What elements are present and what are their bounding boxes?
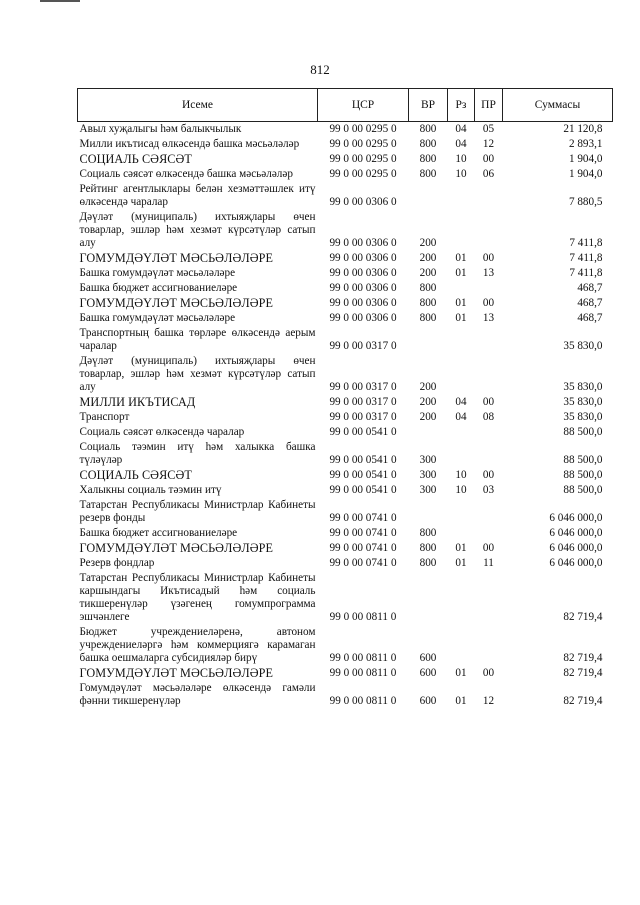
cell-name: СОЦИАЛЬ СӘЯСӘТ — [79, 468, 192, 482]
cell-pr: 00 — [482, 153, 495, 165]
cell-pr: 00 — [482, 252, 495, 264]
cell-csr: 99 0 00 0317 0 — [329, 411, 397, 423]
cell-sum: 21 120,8 — [563, 123, 603, 135]
cell-name: Рейтинг агентлыклары белән хезмәттәшлек итү өлкәсендә чаралар — [79, 183, 316, 208]
cell-pr — [475, 625, 503, 666]
cell-vr: 200 — [419, 411, 437, 423]
cell-name: ГОМУМДӘҮЛӘТ МӘСЬӘЛӘЛӘРЕ — [79, 296, 274, 310]
cell-pr — [475, 210, 503, 251]
table-row — [78, 625, 613, 666]
cell-name: Башка бюджет ассигнованиеләре — [79, 282, 238, 294]
header-rz: Рз — [448, 89, 475, 122]
cell-rz: 04 — [455, 411, 467, 423]
table-row — [78, 122, 613, 138]
cell-sum: 7 411,8 — [569, 267, 603, 279]
cell-vr — [409, 326, 448, 354]
header-csr: ЦСР — [318, 89, 409, 122]
cell-pr — [475, 354, 503, 395]
cell-vr: 800 — [419, 123, 437, 135]
cell-vr: 800 — [419, 312, 437, 324]
cell-csr: 99 0 00 0541 0 — [329, 484, 397, 496]
table-body — [78, 122, 613, 710]
cell-vr: 200 — [419, 267, 437, 279]
cell-rz — [448, 425, 475, 440]
cell-csr: 99 0 00 0741 0 — [329, 527, 397, 539]
cell-pr — [475, 498, 503, 526]
table-header — [78, 89, 613, 122]
table-row — [78, 440, 613, 468]
cell-sum: 35 830,0 — [563, 396, 603, 408]
cell-pr — [475, 440, 503, 468]
cell-pr: 00 — [482, 542, 495, 554]
cell-name: Социаль тәэмин итү һәм халыкка башка түләүләр — [79, 441, 316, 466]
table-row — [78, 410, 613, 425]
budget-table — [77, 88, 613, 709]
cell-name: СОЦИАЛЬ СӘЯСӘТ — [79, 152, 192, 166]
cell-vr: 800 — [419, 138, 437, 150]
cell-csr: 99 0 00 0811 0 — [329, 652, 397, 664]
cell-vr: 800 — [419, 542, 437, 554]
cell-name: Авыл хуҗалыгы һәм балыкчылык — [79, 123, 242, 135]
cell-sum: 82 719,4 — [563, 695, 603, 707]
cell-pr: 13 — [482, 267, 495, 279]
cell-pr: 00 — [482, 667, 495, 679]
cell-rz: 01 — [455, 542, 467, 554]
cell-pr — [475, 571, 503, 625]
cell-sum: 1 904,0 — [568, 168, 603, 180]
cell-rz — [448, 625, 475, 666]
cell-csr: 99 0 00 0811 0 — [329, 667, 397, 679]
cell-rz: 10 — [455, 168, 467, 180]
cell-rz: 01 — [455, 267, 467, 279]
cell-csr: 99 0 00 0317 0 — [329, 340, 397, 352]
cell-sum: 88 500,0 — [563, 426, 603, 438]
cell-rz — [448, 210, 475, 251]
table-row — [78, 296, 613, 311]
budget-table-container — [77, 88, 612, 709]
cell-vr: 800 — [419, 527, 437, 539]
table-row — [78, 425, 613, 440]
cell-csr: 99 0 00 0741 0 — [329, 557, 397, 569]
cell-csr: 99 0 00 0541 0 — [329, 454, 397, 466]
cell-vr: 200 — [419, 396, 437, 408]
cell-name: ГОМУМДӘҮЛӘТ МӘСЬӘЛӘЛӘРЕ — [79, 541, 274, 555]
table-row — [78, 251, 613, 266]
cell-csr: 99 0 00 0741 0 — [329, 542, 397, 554]
cell-rz — [448, 526, 475, 541]
cell-sum: 7 411,8 — [569, 237, 603, 249]
cell-vr: 800 — [419, 297, 437, 309]
cell-pr — [475, 425, 503, 440]
cell-csr: 99 0 00 0306 0 — [329, 252, 397, 264]
cell-sum: 88 500,0 — [563, 484, 603, 496]
cell-pr: 03 — [482, 484, 495, 496]
table-row — [78, 395, 613, 410]
cell-name: Башка гомумдәүләт мәсьәләләре — [79, 267, 236, 279]
cell-vr: 200 — [419, 237, 437, 249]
cell-pr — [475, 281, 503, 296]
cell-name: Халыкны социаль тәэмин итү — [79, 484, 222, 496]
table-row — [78, 354, 613, 395]
cell-rz: 10 — [455, 153, 467, 165]
table-row — [78, 311, 613, 326]
header-row — [78, 89, 613, 122]
cell-name: Дәүләт (муниципаль) ихтыяҗлары өчен товарлар, эшләр һәм хезмәт күрсәтүләр сатып алу — [79, 211, 316, 249]
cell-sum: 468,7 — [577, 297, 603, 309]
cell-csr: 99 0 00 0811 0 — [329, 611, 397, 623]
cell-name: Транспорт — [79, 411, 130, 423]
cell-pr: 08 — [482, 411, 495, 423]
table-row — [78, 666, 613, 681]
cell-csr: 99 0 00 0741 0 — [329, 512, 397, 524]
cell-csr: 99 0 00 0295 0 — [329, 153, 397, 165]
cell-sum: 6 046 000,0 — [549, 542, 603, 554]
cell-sum: 88 500,0 — [563, 454, 603, 466]
cell-sum: 35 830,0 — [563, 381, 603, 393]
cell-vr: 800 — [419, 153, 437, 165]
cell-name: Милли икътисад өлкәсендә башка мәсьәләләр — [79, 138, 300, 150]
cell-name: Башка бюджет ассигнованиеләре — [79, 527, 238, 539]
cell-rz: 04 — [455, 396, 467, 408]
cell-sum: 82 719,4 — [563, 667, 603, 679]
cell-pr — [475, 526, 503, 541]
cell-rz — [448, 281, 475, 296]
cell-pr: 00 — [482, 396, 495, 408]
cell-pr: 13 — [482, 312, 495, 324]
table-row — [78, 266, 613, 281]
cell-rz: 04 — [455, 138, 467, 150]
table-row — [78, 167, 613, 182]
cell-csr: 99 0 00 0317 0 — [329, 381, 397, 393]
cell-rz: 10 — [455, 484, 467, 496]
cell-pr: 06 — [482, 168, 495, 180]
cell-rz: 01 — [455, 667, 467, 679]
cell-pr: 00 — [482, 297, 495, 309]
cell-sum: 82 719,4 — [563, 652, 603, 664]
cell-name: МИЛЛИ ИКЪТИСАД — [79, 395, 196, 409]
cell-name: Транспортның башка төрләре өлкәсендә аерым чаралар — [79, 327, 316, 352]
header-pr: ПР — [475, 89, 503, 122]
cell-name: Башка гомумдәүләт мәсьәләләре — [79, 312, 236, 324]
cell-vr: 200 — [419, 381, 437, 393]
cell-sum: 6 046 000,0 — [549, 527, 603, 539]
table-row — [78, 210, 613, 251]
cell-sum: 35 830,0 — [563, 340, 603, 352]
cell-vr: 300 — [419, 484, 437, 496]
cell-csr: 99 0 00 0306 0 — [329, 237, 397, 249]
header-name: Исеме — [78, 89, 318, 122]
cell-name: Резерв фондлар — [79, 557, 155, 569]
cell-sum: 468,7 — [577, 282, 603, 294]
cell-vr — [409, 498, 448, 526]
cell-vr: 600 — [419, 695, 437, 707]
cell-rz: 01 — [455, 297, 467, 309]
cell-rz — [448, 326, 475, 354]
cell-sum: 7 880,5 — [568, 196, 603, 208]
cell-csr: 99 0 00 0317 0 — [329, 396, 397, 408]
cell-pr: 12 — [482, 138, 495, 150]
cell-csr: 99 0 00 0306 0 — [329, 267, 397, 279]
cell-vr — [409, 571, 448, 625]
cell-sum: 82 719,4 — [563, 611, 603, 623]
cell-vr: 600 — [419, 667, 437, 679]
cell-vr: 800 — [419, 168, 437, 180]
cell-name: Социаль сәясәт өлкәсендә башка мәсьәләләр — [79, 168, 293, 180]
cell-rz: 01 — [455, 312, 467, 324]
cell-rz: 10 — [455, 469, 467, 481]
table-row — [78, 182, 613, 210]
cell-csr: 99 0 00 0306 0 — [329, 282, 397, 294]
cell-csr: 99 0 00 0306 0 — [329, 196, 397, 208]
cell-name: Татарстан Республикасы Министрлар Кабинеты каршындагы Икътисадый һәм социаль тикшеренүләр үзәгенең гомумпрограмма эшчәнлеге — [79, 572, 316, 623]
cell-csr: 99 0 00 0295 0 — [329, 168, 397, 180]
table-row — [78, 152, 613, 167]
cell-name: Гомумдәүләт мәсьәләләре өлкәсендә гамәли фәнни тикшеренүләр — [79, 682, 316, 707]
cell-csr: 99 0 00 0295 0 — [329, 123, 397, 135]
header-sum: Суммасы — [503, 89, 613, 122]
cell-pr: 05 — [482, 123, 495, 135]
cell-sum: 88 500,0 — [563, 469, 603, 481]
cell-name: Социаль сәясәт өлкәсендә чаралар — [79, 426, 245, 438]
header-vr: ВР — [409, 89, 448, 122]
cell-sum: 2 893,1 — [568, 138, 603, 150]
cell-sum: 6 046 000,0 — [549, 512, 603, 524]
cell-csr: 99 0 00 0295 0 — [329, 138, 397, 150]
cell-vr: 800 — [419, 557, 437, 569]
page-number: 812 — [310, 62, 330, 77]
cell-rz — [448, 498, 475, 526]
cell-rz: 04 — [455, 123, 467, 135]
cell-rz: 01 — [455, 557, 467, 569]
table-row — [78, 526, 613, 541]
cell-sum: 6 046 000,0 — [549, 557, 603, 569]
cell-csr: 99 0 00 0306 0 — [329, 312, 397, 324]
cell-sum: 35 830,0 — [563, 411, 603, 423]
cell-vr: 600 — [419, 652, 437, 664]
cell-rz — [448, 440, 475, 468]
cell-rz — [448, 182, 475, 210]
table-row — [78, 483, 613, 498]
cell-vr: 300 — [419, 469, 437, 481]
cell-vr — [409, 425, 448, 440]
cell-name: Дәүләт (муниципаль) ихтыяҗлары өчен товарлар, эшләр һәм хезмәт күрсәтүләр сатып алу — [79, 355, 316, 393]
table-row — [78, 571, 613, 625]
cell-rz — [448, 571, 475, 625]
cell-sum: 1 904,0 — [568, 153, 603, 165]
scan-corner-mark — [40, 0, 80, 2]
cell-name: Бюджет учреждениеләренә, автоном учреждениеләргә һәм коммерциягә карамаган башка оешмаларга субсидияләр бирү — [79, 626, 316, 664]
table-row — [78, 556, 613, 571]
cell-vr: 200 — [419, 252, 437, 264]
cell-rz — [448, 354, 475, 395]
cell-sum: 468,7 — [577, 312, 603, 324]
cell-csr: 99 0 00 0541 0 — [329, 469, 397, 481]
cell-pr: 12 — [482, 695, 495, 707]
cell-sum: 7 411,8 — [569, 252, 603, 264]
cell-vr — [409, 182, 448, 210]
table-row — [78, 281, 613, 296]
table-row — [78, 137, 613, 152]
cell-vr: 800 — [419, 282, 437, 294]
table-row — [78, 541, 613, 556]
cell-name: ГОМУМДӘҮЛӘТ МӘСЬӘЛӘЛӘРЕ — [79, 666, 274, 680]
cell-name: ГОМУМДӘҮЛӘТ МӘСЬӘЛӘЛӘРЕ — [79, 251, 274, 265]
cell-pr: 00 — [482, 469, 495, 481]
cell-name: Татарстан Республикасы Министрлар Кабинеты резерв фонды — [79, 499, 316, 524]
cell-vr: 300 — [419, 454, 437, 466]
cell-rz: 01 — [455, 252, 467, 264]
table-row — [78, 498, 613, 526]
table-row — [78, 681, 613, 709]
table-row — [78, 468, 613, 483]
cell-pr: 11 — [483, 557, 494, 569]
cell-pr — [475, 182, 503, 210]
cell-rz: 01 — [455, 695, 467, 707]
cell-csr: 99 0 00 0811 0 — [329, 695, 397, 707]
cell-csr: 99 0 00 0541 0 — [329, 426, 397, 438]
cell-pr — [475, 326, 503, 354]
table-row — [78, 326, 613, 354]
cell-csr: 99 0 00 0306 0 — [329, 297, 397, 309]
